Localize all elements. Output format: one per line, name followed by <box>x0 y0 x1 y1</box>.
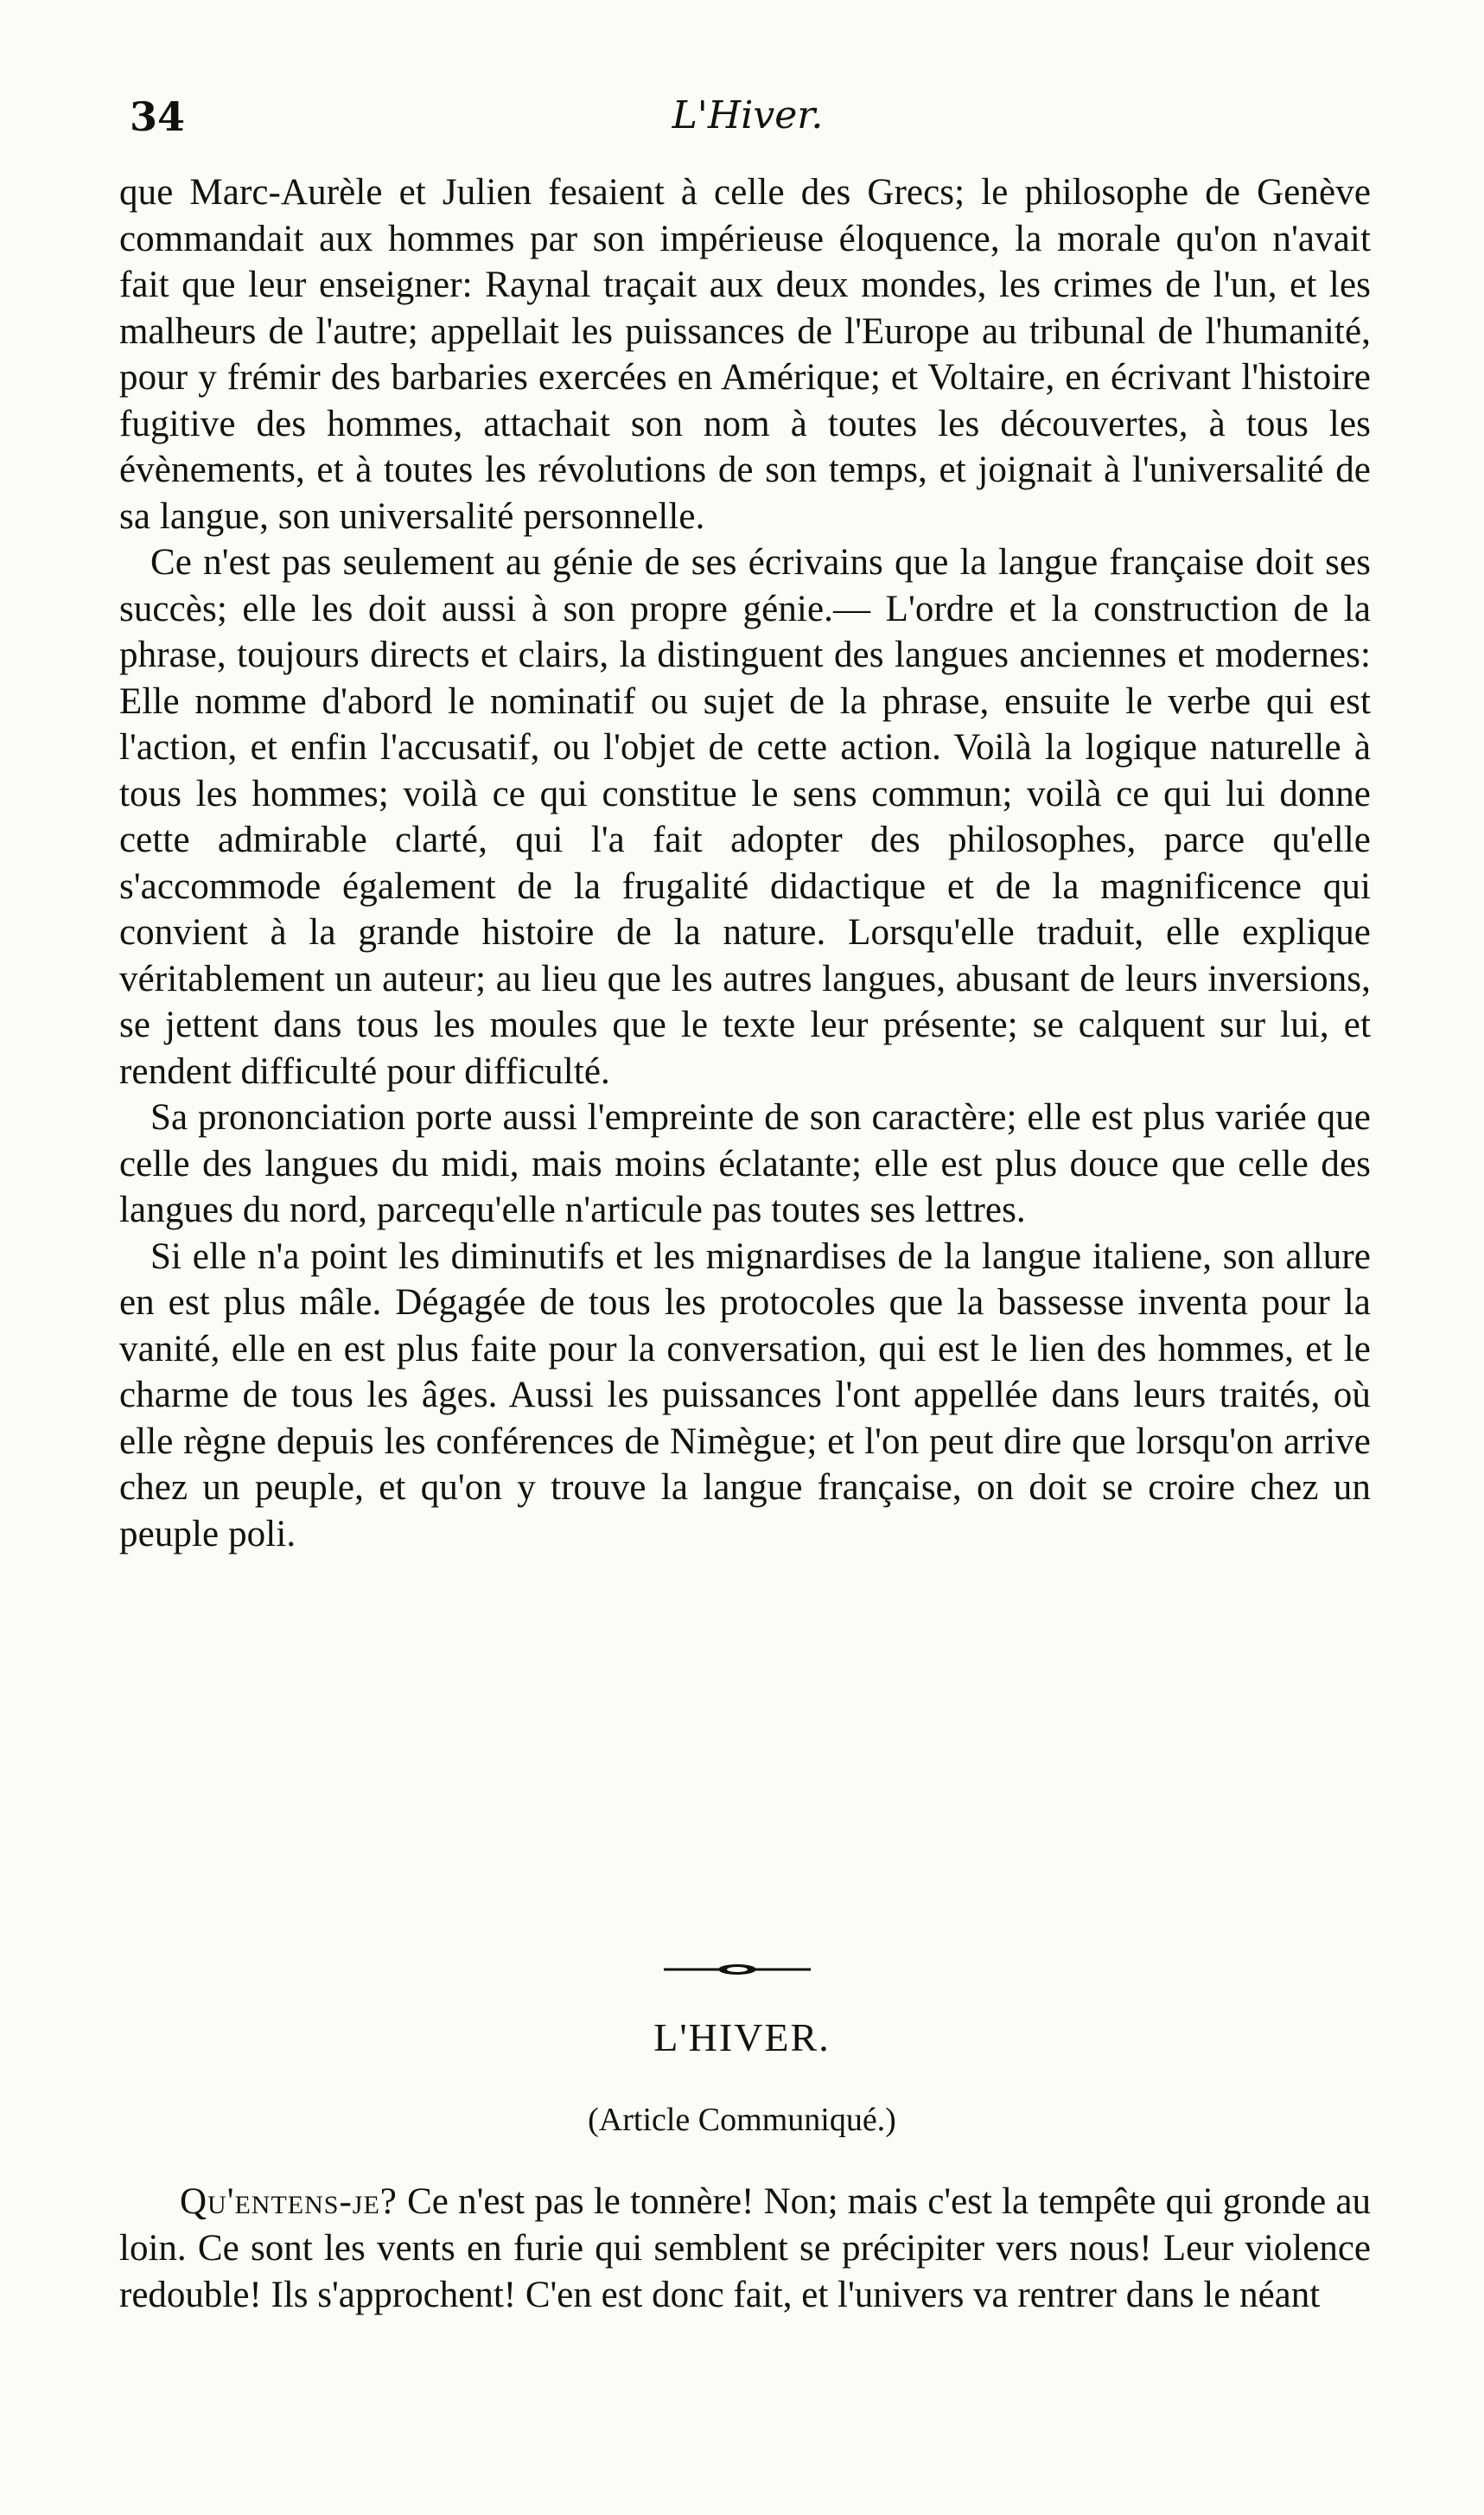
opening-words: Qu'entens-je? <box>180 2181 398 2222</box>
running-head <box>130 93 1366 145</box>
ornament-divider <box>664 1961 811 1978</box>
body-text <box>119 169 1371 1557</box>
paragraph-3: Sa prononciation porte aussi l'empreinte de son caractère; elle est plus variée que celle des langues du midi, mais moins éclatante; elle est plus douce que celle des langues du nord, parcequ'elle n'articule pas toutes ses lettres. <box>119 1097 1371 1230</box>
opening-text: Ce n'est pas le tonnère! Non; mais c'est la tempête qui gronde au loin. Ce sont les vents en furie qui semblent se précipiter vers nous! Leur violence redouble! Ils s'approchent! C'en est donc fait, et l'univers va rentrer dans le néant <box>119 2181 1371 2315</box>
paragraph-2: Ce n'est pas seulement au génie de ses écrivains que la langue française doit ses succès; elle les doit aussi à son propre génie.— L'ordre et la construction de la phrase, toujours directs et clairs, la distinguent des langues anciennes et modernes: Elle nomme d'abord le nominatif ou sujet de la phrase, ensuite le verbe qui est l'action, et enfin l'accusatif, ou l'objet de cette action. Voilà la logique naturelle à tous les hommes; voilà ce qui constitue le sens commun; voilà ce qui lui donne cette admirable clarté, qui l'a fait adopter des philosophes, parce qu'elle s'accommode également de la frugalité didactique et de la magnificence qui convient à la grande histoire de la nature. Lorsqu'elle traduit, elle explique véritablement un auteur; au lieu que les autres langues, abusant de leurs inversions, se jettent dans tous les moules que le texte leur présente; se calquent sur lui, et rendent difficulté pour difficulté. <box>119 542 1371 1092</box>
section-title: L'HIVER. <box>653 2015 831 2059</box>
paragraph-4: Si elle n'a point les diminutifs et les mignardises de la langue italiene, son allure en est plus mâle. Dégagée de tous les protocoles que la bassesse inventa pour la vanité, elle en est plus faite pour la conversation, qui est le lien des hommes, et le charme de tous les âges. Aussi les puissances l'ont appellée dans leurs traités, où elle règne depuis les conférences de Nimègue; et l'on peut dire que lorsqu'on arrive chez un peuple, et qu'on y trouve la langue française, on doit se croire chez un peuple poli. <box>119 1235 1371 1554</box>
section-opening-paragraph <box>119 2179 1371 2319</box>
paragraph-1: que Marc-Aurèle et Julien fesaient à celle des Grecs; le philosophe de Genève commandait aux hommes par son impérieuse éloquence, la morale qu'on n'avait fait que leur enseigner: Raynal traçait aux deux mondes, les crimes de l'un, et les malheurs de l'autre; appellait les puissances de l'Europe au tribunal de l'humanité, pour y frémir des barbaries exercées en Amérique; et Voltaire, en écrivant l'histoire fugitive des hommes, attachait son nom à toutes les découvertes, à tous les évènements, et à toutes les révolutions de son temps, et joignait à l'universalité de sa langue, son universalité personnelle. <box>119 172 1371 537</box>
section-subtitle: (Article Communiqué.) <box>588 2102 896 2138</box>
page-number: 34 <box>130 93 186 140</box>
running-title: L'Hiver. <box>672 93 824 137</box>
